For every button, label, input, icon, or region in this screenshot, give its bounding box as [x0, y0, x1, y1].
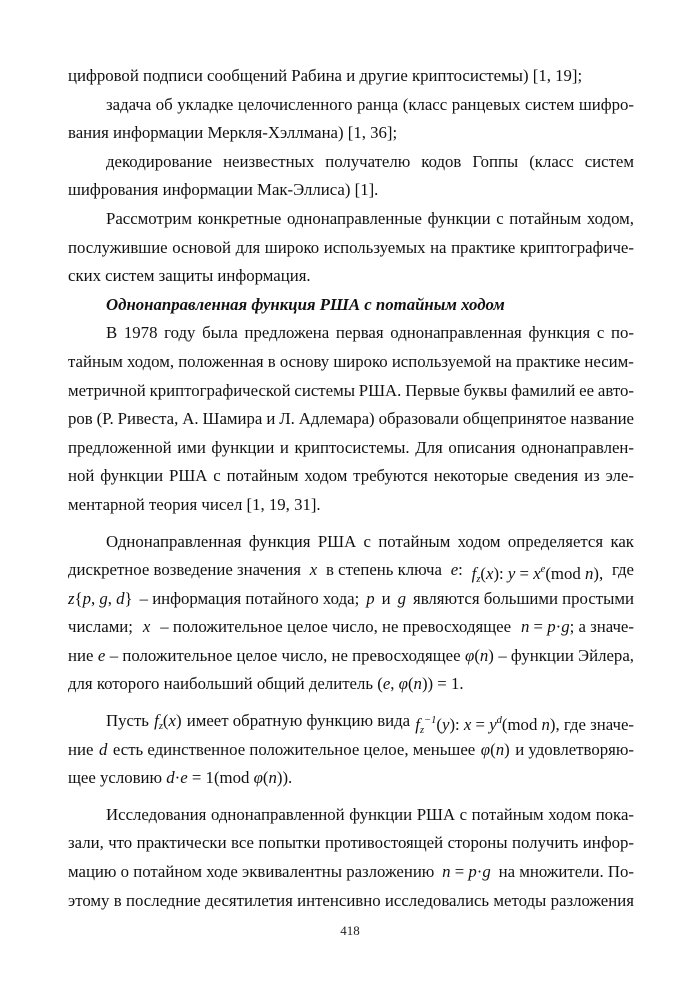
rsa-definition-paragraph: [68, 528, 634, 700]
research-paragraph: [68, 801, 634, 915]
text-line: предложенной ими функции и криптосистемы. Для описания однонаправлен-: [68, 437, 634, 457]
text-line: ских систем защиты информация.: [68, 266, 311, 286]
text-line: шифрования информации Мак-Эллиса) [1].: [68, 180, 379, 200]
text-line: метричной криптографической системы РША. Первые буквы фамилий ее авто-: [68, 380, 634, 400]
page-number: 418: [340, 923, 360, 938]
rsa-history-paragraph: [68, 319, 634, 519]
text-line: ной функции РША с потайным ходом требуются некоторые сведения из эле-: [68, 466, 634, 486]
text-line: тайным ходом, положенная в основу широко используемой на практике несим-: [68, 351, 634, 371]
text-line: цифровой подписи сообщений Рабина и другие криптосистемы) [1, 19];: [68, 66, 583, 85]
text-line: мацию о потайном ходе эквивалентны разложению n = p·g на множители. По-: [68, 862, 634, 882]
text-line: Однонаправленная функция РША с потайным ходом определяется как: [106, 531, 634, 551]
formula-inverse: $f_z^{-1}(y)$: $x = y^d(mod$ n), где значе-: [415, 715, 634, 737]
formula-condition: d·e = 1(mod φ(n)).: [166, 768, 293, 788]
formula-rsa: $f_z(x)$: $y = x^e(mod$ n),: [471, 564, 604, 586]
text-line: Исследования однонаправленной функции РША с потайным ходом пока-: [106, 804, 634, 824]
document-body: [68, 62, 634, 915]
text-line: В 1978 году была предложена первая однонаправленная функция с по-: [106, 323, 634, 343]
text-line: декодирование неизвестных получателю кодов Гоппы (класс систем: [106, 151, 634, 171]
intro-block: [68, 62, 634, 291]
text-line: числами; x – положительное целое число, не превосходящее n = p·g; а значе-: [68, 617, 634, 637]
text-line: Рассмотрим конкретные однонаправленные функции с потайным ходом,: [106, 208, 634, 228]
formula-gcd: (e, φ(n)) = 1.: [377, 674, 464, 694]
text-line: этому в последние десятилетия интенсивно исследовались методы разложения: [68, 890, 634, 910]
text-line: ров (Р. Ривеста, А. Шамира и Л. Адлемара) образовали общепринятое название: [68, 409, 634, 429]
text-line: Пусть $f_z(x)$ имеет обратную функцию вида $f_z^{-1}(y)$: $x = y^d(mod$ n), где значе-: [68, 707, 634, 736]
section-heading: Однонаправленная функция РША с потайным ходом: [106, 294, 505, 314]
inverse-function-paragraph: [68, 707, 634, 793]
text-line: послужившие основой для широко используемых на практике криптографиче-: [68, 237, 634, 257]
formula-trapdoor: z{p, g, d}: [68, 588, 133, 608]
text-line: ние e – положительное целое число, не превосходящее φ(n) – функции Эйлера,: [68, 645, 634, 665]
text-line: z{p, g, d} – информация потайного хода; p и g являются большими простыми: [68, 585, 634, 614]
text-line: ментарной теория чисел [1, 19, 31].: [68, 494, 321, 514]
text-line: для которого наибольший общий делитель (e, φ(n)) = 1.: [68, 670, 634, 699]
text-line: вания информации Меркля-Хэллмана) [1, 36];: [68, 123, 398, 143]
text-line: зали, что практически все попытки противостоящей стороны получить инфор-: [68, 833, 634, 853]
text-line: ние d есть единственное положительное целое, меньшее φ(n) и удовлетворяю-: [68, 739, 634, 759]
text-line: задача об укладке целочисленного ранца (класс ранцевых систем шифро-: [106, 94, 634, 114]
text-line: щее условию d·e = 1(mod φ(n)).: [68, 764, 634, 793]
text-line: дискретное возведение значения x в степень ключа e: $f_z(x)$: $y = x^e(mod$ n), где: [68, 556, 634, 585]
